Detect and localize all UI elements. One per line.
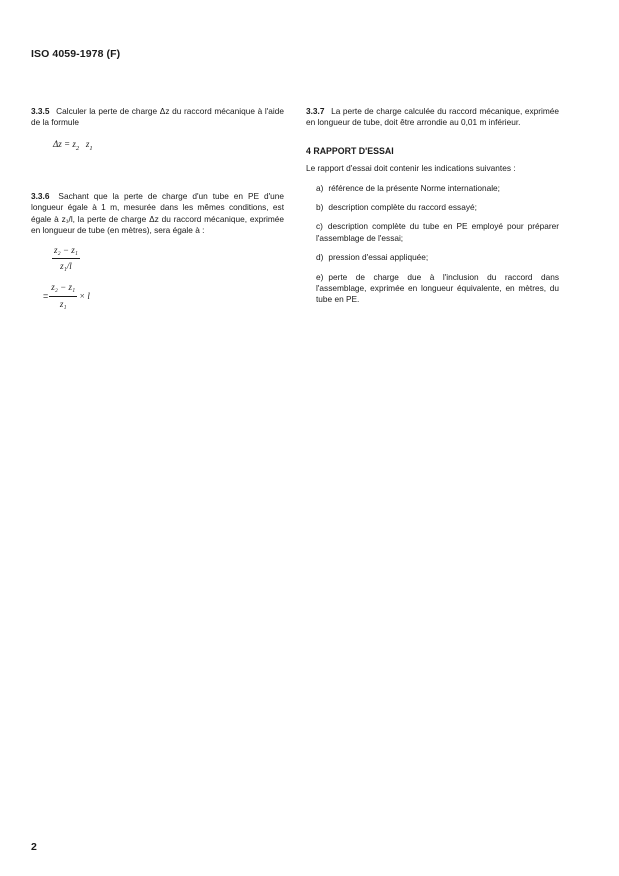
list-item: c) description complète du tube en PE employé pour préparer l'assemblage de l'essai; bbox=[316, 221, 559, 243]
section-heading: 4 RAPPORT D'ESSAI bbox=[306, 145, 394, 156]
left-column bbox=[31, 106, 284, 310]
fraction-numerator: z₂ − z₁ bbox=[52, 245, 80, 259]
list-item: d) pression d'essai appliquée; bbox=[316, 252, 429, 263]
clause-number: 3.3.7 bbox=[306, 106, 325, 116]
clause-text: La perte de charge calculée du raccord mécanique, exprimée en longueur de tube, doit être arrondie au 0,01 m inférieur. bbox=[306, 106, 559, 128]
formula-fraction-1 bbox=[52, 245, 284, 273]
times-length: × l bbox=[79, 290, 90, 301]
clause-text: Calculer la perte de charge Δz du raccord mécanique à l'aide de la formule bbox=[31, 106, 284, 128]
clause-3-3-7 bbox=[306, 106, 559, 129]
fraction-denominator: z₁ bbox=[59, 298, 67, 309]
clause-number: 3.3.5 bbox=[31, 106, 50, 116]
document-header: ISO 4059-1978 (F) bbox=[31, 48, 121, 60]
list-item: e) perte de charge due à l'inclusion du raccord dans l'assemblage, exprimée en longueur équivalente, en mètres, du tube en PE. bbox=[316, 271, 559, 305]
clause-3-3-5 bbox=[31, 106, 284, 129]
equals-sign: = bbox=[43, 290, 49, 301]
fraction-denominator: z₁/l bbox=[60, 261, 72, 272]
list-item: a) référence de la présente Norme internationale; bbox=[316, 182, 500, 193]
right-column bbox=[306, 106, 559, 314]
fraction-numerator: z₂ − z₁ bbox=[49, 282, 77, 296]
clause-text: Sachant que la perte de charge d'un tube en PE d'une longueur égale à 1 m, mesurée dans les mêmes conditions, est égale à z₁/l, la perte de charge Δz du raccord mécanique, exprimée en longueur de tube (en mètres), sera égale à : bbox=[31, 191, 285, 236]
formula-fraction-2 bbox=[43, 282, 284, 310]
clause-number: 3.3.6 bbox=[31, 191, 50, 202]
formula-delta-z: $\Delta z = z_2$ $z_1$ bbox=[53, 138, 93, 152]
list-item: b) description complète du raccord essayé; bbox=[316, 202, 477, 213]
section-intro: Le rapport d'essai doit contenir les indications suivantes : bbox=[306, 163, 516, 174]
clause-3-3-6 bbox=[31, 191, 284, 237]
page-number: 2 bbox=[31, 841, 37, 853]
